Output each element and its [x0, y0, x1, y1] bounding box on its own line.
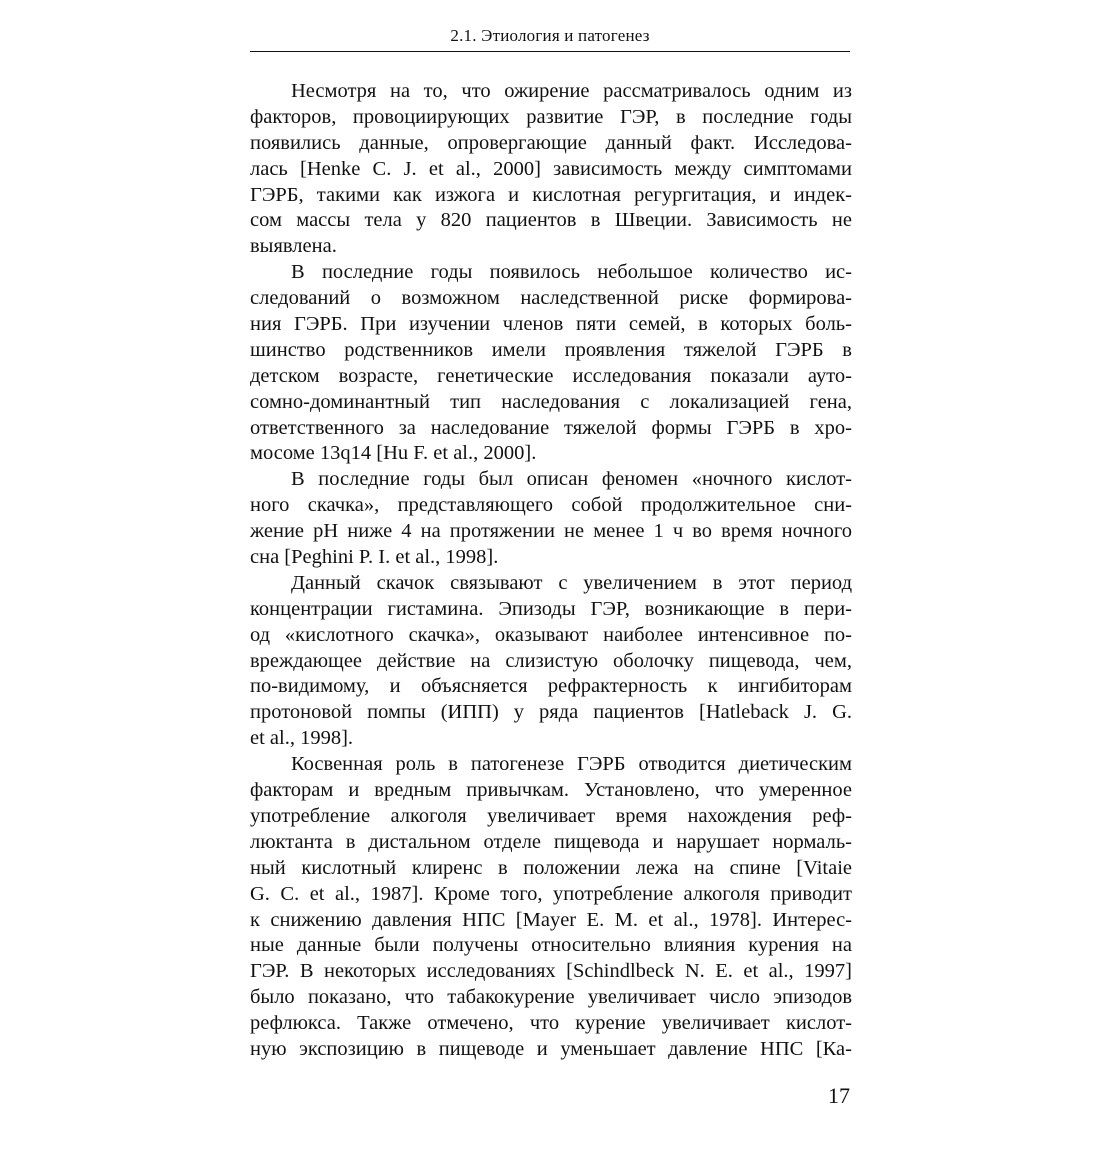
text-line: факторов, провоциирующих развитие ГЭР, в последние годы — [250, 105, 852, 128]
page-number: 17 — [828, 1083, 850, 1108]
text-line: лась [Henke C. J. et al., 2000] зависимость между симптомами — [250, 157, 852, 180]
header-rule — [250, 51, 850, 52]
text-line: жение pH ниже 4 на протяжении не менее 1 ч во время ночного — [250, 520, 852, 543]
text-line: появились данные, опровергающие данный факт. Исследова- — [250, 131, 852, 154]
text-line: ную экспозицию в пищеводе и уменьшает давление НПС [Ка- — [250, 1037, 852, 1060]
text-line: ГЭР. В некоторых исследованиях [Schindlbeck N. E. et al., 1997] — [250, 960, 852, 983]
text-line: к снижению давления НПС [Mayer E. M. et al., 1978]. Интерес- — [250, 908, 852, 931]
text-line: G. C. et al., 1987]. Кроме того, употребление алкоголя приводит — [250, 882, 852, 905]
text-line: ный кислотный клиренс в положении лежа на спине [Vitaie — [250, 856, 852, 879]
text-line: вреждающее действие на слизистую оболочку пищевода, чем, — [250, 649, 852, 672]
text-line: сом массы тела у 820 пациентов в Швеции. Зависимость не — [250, 209, 852, 232]
text-line: ные данные были получены относительно влияния курения на — [250, 934, 852, 957]
paragraph-histamine — [250, 571, 852, 752]
text-line: концентрации гистамина. Эпизоды ГЭР, возникающие в пери- — [250, 597, 852, 620]
text-line: выявлена. — [250, 235, 337, 258]
text-line: ния ГЭРБ. При изучении членов пяти семей, в которых боль- — [250, 313, 852, 336]
text-line: сомно-доминантный тип наследования с локализацией гена, — [250, 390, 852, 413]
paragraph-nocturnal-acid — [250, 467, 852, 571]
paragraph-diet-habits — [250, 752, 852, 1063]
text-line: шинство родственников имели проявления тяжелой ГЭРБ в — [250, 338, 852, 361]
text-line: детском возрасте, генетические исследования показали ауто- — [250, 364, 852, 387]
body-text — [250, 79, 852, 1063]
text-line: мосоме 13q14 [Hu F. et al., 2000]. — [250, 442, 537, 465]
text-line: et al., 1998]. — [250, 727, 354, 750]
text-line: Косвенная роль в патогенезе ГЭРБ отводится диетическим — [291, 753, 852, 776]
text-line: рефлюкса. Также отмечено, что курение увеличивает кислот- — [250, 1012, 852, 1035]
paragraph-obesity — [250, 79, 852, 260]
text-line: было показано, что табакокурение увеличивает число эпизодов — [250, 986, 852, 1009]
text-line: В последние годы появилось небольшое количество ис- — [291, 261, 852, 284]
text-line: протоновой помпы (ИПП) у ряда пациентов [Hatleback J. G. — [250, 701, 852, 724]
text-line: употребление алкоголя увеличивает время нахождения реф- — [250, 804, 852, 827]
text-line: по-видимому, и объясняется рефрактерность к ингибиторам — [250, 675, 852, 698]
text-line: люктанта в дистальном отделе пищевода и нарушает нормаль- — [250, 830, 852, 853]
text-line: следований о возможном наследственной риске формирова- — [250, 287, 852, 310]
running-head: 2.1. Этиология и патогенез — [450, 26, 650, 45]
text-line: Данный скачок связывают с увеличением в этот период — [291, 571, 852, 594]
paragraph-heredity — [250, 260, 852, 467]
text-line: Несмотря на то, что ожирение рассматривалось одним из — [291, 80, 852, 102]
text-line: В последние годы был описан феномен «ночного кислот- — [291, 468, 852, 491]
text-line: факторам и вредным привычкам. Установлено, что умеренное — [250, 779, 852, 802]
text-line: сна [Peghini P. I. et al., 1998]. — [250, 546, 499, 569]
text-line: од «кислотного скачка», оказывают наиболее интенсивное по- — [250, 623, 852, 646]
text-line: ответственного за наследование тяжелой формы ГЭРБ в хро- — [250, 416, 852, 439]
text-line: ГЭРБ, такими как изжога и кислотная регургитация, и индек- — [250, 183, 852, 206]
text-line: ного скачка», представляющего собой продолжительное сни- — [250, 494, 852, 517]
